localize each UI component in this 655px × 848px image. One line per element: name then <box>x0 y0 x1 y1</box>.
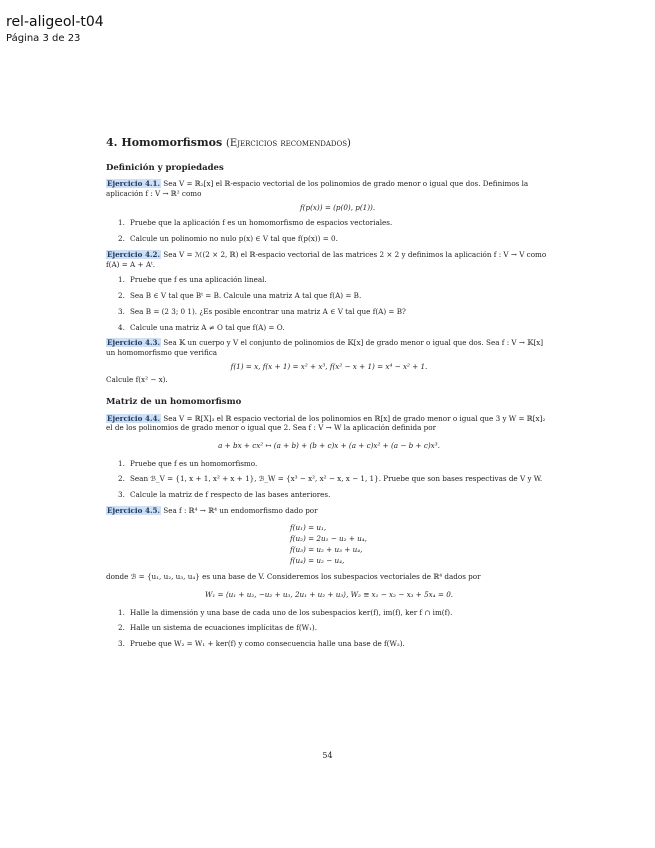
subsection-title: Matriz de un homomorfismo <box>106 397 242 408</box>
exercise-items <box>106 459 552 500</box>
equation-system <box>290 522 552 567</box>
exercise-text-2: donde ℬ = {u₁, u₂, u₃, u₄} es una base de V. Consideremos los subespacios vectoriales de ℝ⁴ dados por <box>106 572 481 582</box>
equation: a + bx + cx² ↦ (a + b) + (b + c)x + (a + c)x² + (a − b + c)x³. <box>218 441 440 450</box>
equation: W₁ = ⟨u₁ + u₂, −u₂ + u₃, 2u₁ + u₂ + u₃⟩, W₂ ≡ x₁ − x₂ − x₃ + 5x₄ = 0. <box>204 589 454 599</box>
exercise-4-2 <box>106 250 552 269</box>
system-line: f(u₃) = u₂ + u₃ + u₄, <box>290 544 363 554</box>
section-title <box>106 136 552 151</box>
exercise-items <box>106 218 552 243</box>
equation: f(1) = x, f(x + 1) = x² + x³, f(x² − x + 1) = x⁴ − x² + 1. <box>230 361 428 371</box>
document-id: rel-aligeol-t04 <box>6 14 104 30</box>
system-line: f(u₂) = 2u₁ − u₂ + u₄, <box>290 533 367 543</box>
exercise-label: Ejercicio 4.2. <box>107 249 160 259</box>
list-item: 1. Pruebe que f es una aplicación lineal. <box>118 275 267 285</box>
exercise-label: Ejercicio 4.5. <box>107 505 160 515</box>
exercise-4-5 <box>106 506 552 516</box>
exercise-text: Sea 𝕂 un cuerpo y V el conjunto de polinomios de 𝕂[x] de grado menor o igual que dos. Sea f : V → 𝕂[x] un homomorfismo que verifica <box>106 338 544 357</box>
subsection-title: Definición y propiedades <box>106 162 224 173</box>
system-line: f(u₁) = u₁, <box>290 522 327 532</box>
list-item: 3. Pruebe que W₂ = W₁ + ker(f) y como consecuencia halle una base de f(W₂). <box>118 639 405 649</box>
section-title-sub: (Ejercicios recomendados) <box>226 138 351 149</box>
exercise-text: Sea f : ℝ⁴ → ℝ⁴ un endomorfismo dado por <box>163 505 318 515</box>
system-line: f(u₄) = u₂ − u₄, <box>290 556 345 566</box>
section-title-main: 4. Homomorfismos <box>106 136 223 149</box>
list-item: 2. Sean ℬ_V = {1, x + 1, x² + x + 1}, ℬ_W = {x³ − x², x² − x, x − 1, 1}. Pruebe que son bases respectivas de V y W. <box>118 474 543 484</box>
list-item: 2. Halle un sistema de ecuaciones implícitas de f(W₁). <box>118 623 318 633</box>
list-item: 1. Pruebe que f es un homomorfismo. <box>118 458 258 468</box>
exercise-calc: Calcule f(x² − x). <box>106 375 168 385</box>
exercise-label: Ejercicio 4.4. <box>107 413 160 423</box>
list-item: 3. Calcule la matriz de f respecto de las bases anteriores. <box>118 490 331 500</box>
exercise-text: Sea V = ℝ[X]₃ el ℝ espacio vectorial de los polinomios en ℝ[x] de grado menor o igual que 3 y W = ℝ[x]₂ el de los polinomios de grado menor o igual que 2. Sea f : V → W la aplicación definida por <box>106 413 546 433</box>
exercise-items <box>106 608 552 649</box>
list-item: 1. Halle la dimensión y una base de cada uno de los subespacios ker(f), im(f), ker f ∩ im(f). <box>118 607 453 617</box>
page-content <box>106 136 552 655</box>
exercise-text: Sea V = ℝ₂[x] el ℝ-espacio vectorial de los polinomios de grado menor o igual que dos. Definimos la aplicación f : V → ℝ² como <box>106 179 529 199</box>
exercise-label: Ejercicio 4.3. <box>107 338 160 348</box>
exercise-4-1 <box>106 179 552 198</box>
page-number: 54 <box>322 751 333 760</box>
list-item: 3. Sea B = (2 3; 0 1). ¿Es posible encontrar una matriz A ∈ V tal que f(A) = B? <box>118 306 406 316</box>
list-item: 4. Calcule una matriz A ≠ O tal que f(A) = O. <box>118 322 285 332</box>
equation: f(p(x)) = (p(0), p(1)). <box>300 202 376 212</box>
list-item: 2. Calcule un polinomio no nulo p(x) ∈ V tal que f(p(x)) = 0. <box>118 234 338 244</box>
exercise-label: Ejercicio 4.1. <box>107 179 160 189</box>
page-indicator: Página 3 de 23 <box>6 33 81 44</box>
exercise-text: Sea V = ℳ(2 × 2, ℝ) el ℝ-espacio vectorial de las matrices 2 × 2 y definimos la aplicación f : V → V como f(A) = A + Aᵗ. <box>106 249 547 269</box>
exercise-4-3 <box>106 338 552 357</box>
exercise-items <box>106 275 552 332</box>
exercise-4-4 <box>106 414 552 433</box>
list-item: 2. Sea B ∈ V tal que Bᵗ = B. Calcule una matriz A tal que f(A) = B. <box>118 291 362 301</box>
list-item: 1. Pruebe que la aplicación f es un homomorfismo de espacios vectoriales. <box>118 218 393 228</box>
